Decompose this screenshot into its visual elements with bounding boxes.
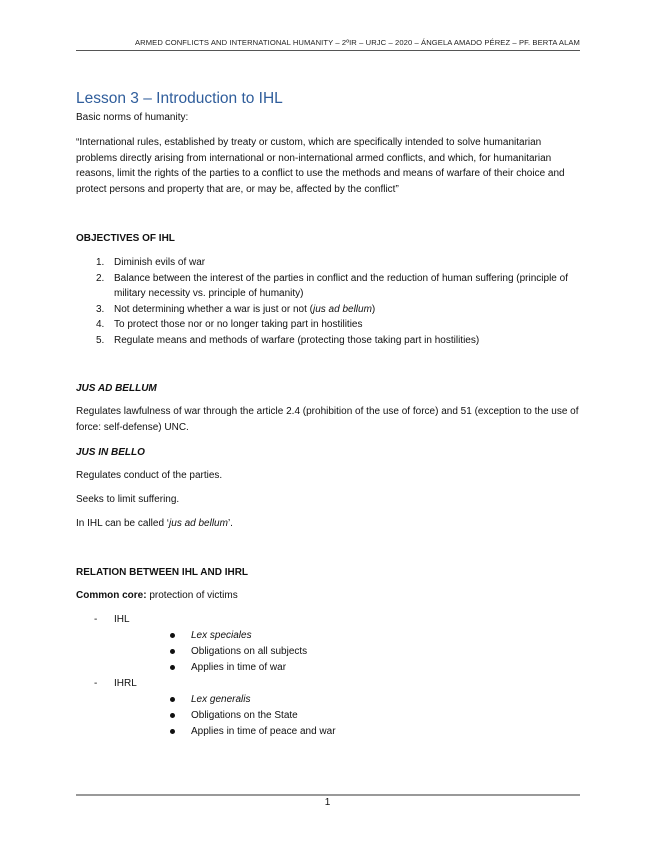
jus-ad-bellum-heading: JUS AD BELLUM xyxy=(76,383,157,394)
relation-heading: RELATION BETWEEN IHL AND IHRL xyxy=(76,567,249,578)
header-divider xyxy=(76,50,580,51)
objectives-list xyxy=(76,255,581,349)
list-item: Lex generalis xyxy=(114,692,581,708)
relation-list xyxy=(76,612,581,740)
jus-ad-bellum-text: Regulates lawfulness of war through the article 2.4 (prohibition of the use of force) and 51 (exception to the use of force: self-defense) UNC. xyxy=(76,406,579,433)
bullet-icon xyxy=(170,697,175,702)
bullet-icon xyxy=(170,665,175,670)
page-number: 1 xyxy=(324,797,331,808)
jus-in-bello-line3: In IHL can be called ‘jus ad bellum’. xyxy=(76,518,233,529)
list-item: Lex speciales xyxy=(114,628,581,644)
list-item-ihrl: - IHRL Lex generalis Obligations on the State Applies in time of peace and war xyxy=(76,676,581,740)
intro-label: Basic norms of humanity: xyxy=(76,112,189,123)
list-item-ihl: - IHL Lex speciales Obligations on all subjects Applies in time of war xyxy=(76,612,581,676)
footer-divider xyxy=(76,794,580,796)
jus-in-bello-line2: Seeks to limit suffering. xyxy=(76,494,180,505)
bullet-icon xyxy=(170,713,175,718)
jus-in-bello-heading: JUS IN BELLO xyxy=(76,447,145,458)
bullet-icon xyxy=(170,649,175,654)
objectives-heading: OBJECTIVES OF IHL xyxy=(76,233,175,244)
jus-in-bello-line1: Regulates conduct of the parties. xyxy=(76,470,223,481)
list-item: Obligations on the State xyxy=(114,708,581,724)
objective-item: 1. Diminish evils of war xyxy=(96,257,206,268)
running-header: ARMED CONFLICTS AND INTERNATIONAL HUMANITY – 2ºIR – URJC – 2020 – ÁNGELA AMADO PÉREZ – PF. BERTA ALAM xyxy=(135,38,580,47)
bullet-icon xyxy=(170,633,175,638)
common-core-line: Common core: protection of victims xyxy=(76,590,238,601)
list-item: Obligations on all subjects xyxy=(114,644,581,660)
lesson-title: Lesson 3 – Introduction to IHL xyxy=(76,90,283,107)
list-item: Applies in time of peace and war xyxy=(114,724,581,740)
objective-item: 2. Balance between the interest of the parties in conflict and the reduction of human suffering (principle of military necessity vs. principle of humanity) xyxy=(96,272,568,300)
humanity-definition-quote: “International rules, established by treaty or custom, which are specifically intended to solve humanitarian problems directly arising from international or non-international armed conflicts, and which, for humanitarian reasons, limit the rights of the parties to a conflict to use the methods and means of warfare of their choice and protect persons and property that are, or may be, affected by the conflict” xyxy=(76,137,565,195)
bullet-icon xyxy=(170,729,175,734)
objective-item: 4. To protect those nor or no longer taking part in hostilities xyxy=(96,319,363,331)
objective-item: 3. Not determining whether a war is just or not (jus ad bellum) xyxy=(96,303,376,315)
list-item: Applies in time of war xyxy=(114,660,581,676)
objective-item: 5. Regulate means and methods of warfare (protecting those taking part in hostilities) xyxy=(96,334,480,346)
